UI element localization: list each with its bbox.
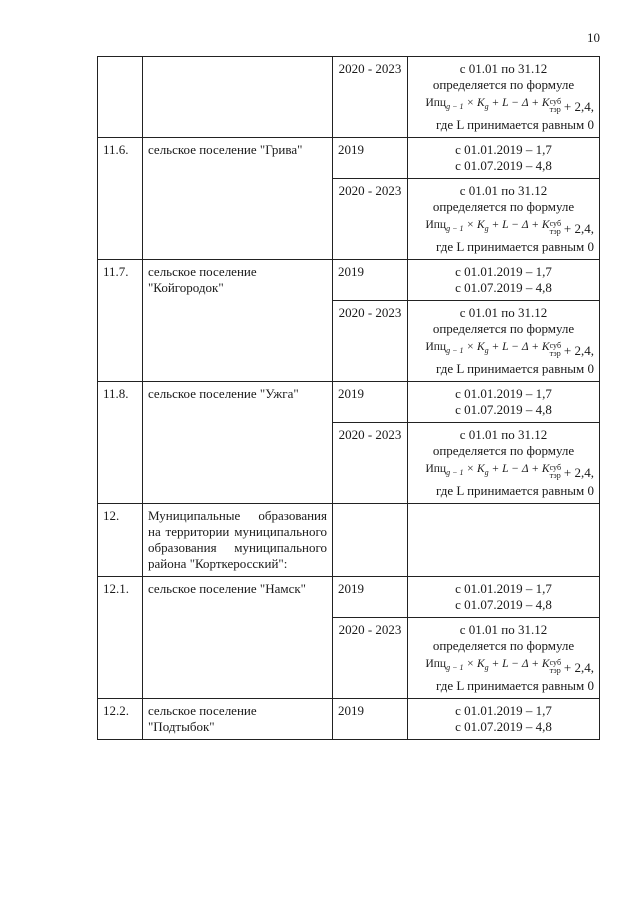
formula-base: Ипц — [425, 463, 447, 475]
municipality-name: сельское поселение "Намск" — [143, 577, 333, 699]
formula-tail: + 2,4, — [563, 221, 594, 236]
formula-rest: + L − Δ + K — [488, 219, 550, 231]
municipality-name — [143, 57, 333, 138]
formula-base: Ипц — [425, 97, 447, 109]
formula-tail: + 2,4, — [563, 660, 594, 675]
formula-tail: + 2,4, — [563, 343, 594, 358]
period-cell: 2020 - 2023 — [333, 301, 408, 382]
table-row — [98, 382, 600, 423]
value-line: определяется по формуле — [432, 443, 575, 458]
period-cell — [333, 504, 408, 577]
formula-base-sub: g − 1 — [446, 102, 464, 111]
formula-middle: × K — [463, 97, 485, 109]
formula-base-sub: g − 1 — [446, 468, 464, 477]
row-number: 11.7. — [98, 260, 143, 382]
tariff-table — [97, 56, 600, 740]
municipality-group-name: Муниципальные образования на территории муниципального образования муниципального района "Корткеросский": — [143, 504, 333, 577]
formula-k-sup: суб — [549, 463, 562, 472]
municipality-name: сельское поселение "Ужга" — [143, 382, 333, 504]
value-cell — [408, 179, 600, 260]
table-row — [98, 57, 600, 138]
formula-k-sub2: тэр — [549, 471, 561, 480]
value-line: определяется по формуле — [432, 321, 575, 336]
municipality-name-line: сельское поселение — [148, 264, 257, 279]
value-line: определяется по формуле — [432, 638, 575, 653]
index-formula — [413, 654, 594, 678]
formula-base-sub: g − 1 — [446, 663, 464, 672]
row-number: 12. — [98, 504, 143, 577]
formula-k-sub: g — [484, 224, 489, 233]
value-cell — [408, 301, 600, 382]
formula-k-sup: суб — [549, 658, 562, 667]
row-number: 11.8. — [98, 382, 143, 504]
value-cell — [408, 382, 600, 423]
value-line: с 01.01.2019 – 1,7 — [455, 264, 552, 279]
formula-k-sub2: тэр — [549, 666, 561, 675]
formula-k-scripts — [550, 659, 561, 675]
value-cell — [408, 699, 600, 740]
formula-k-scripts — [550, 342, 561, 358]
value-line: с 01.01.2019 – 1,7 — [455, 703, 552, 718]
value-line: где L принимается равным 0 — [436, 483, 594, 498]
value-cell — [408, 138, 600, 179]
index-formula — [413, 337, 594, 361]
formula-k-sup: суб — [549, 341, 562, 350]
municipality-name-line: сельское поселение — [148, 703, 257, 718]
value-line: где L принимается равным 0 — [436, 361, 594, 376]
value-line: с 01.01.2019 – 1,7 — [455, 581, 552, 596]
municipality-name-line: "Койгородок" — [148, 280, 224, 295]
municipality-name-line: "Подтыбок" — [148, 719, 215, 734]
value-cell — [408, 504, 600, 577]
value-line: с 01.07.2019 – 4,8 — [455, 719, 552, 734]
municipality-name — [143, 699, 333, 740]
formula-middle: × K — [463, 219, 485, 231]
formula-middle: × K — [463, 341, 485, 353]
table-row — [98, 260, 600, 301]
formula-k-sub: g — [484, 468, 489, 477]
period-cell: 2020 - 2023 — [333, 618, 408, 699]
period-cell: 2020 - 2023 — [333, 57, 408, 138]
value-line: с 01.01.2019 – 1,7 — [455, 386, 552, 401]
formula-base: Ипц — [425, 219, 447, 231]
value-line: с 01.01 по 31.12 — [459, 61, 548, 76]
value-line: где L принимается равным 0 — [436, 117, 594, 132]
value-line: определяется по формуле — [432, 199, 575, 214]
value-line: с 01.01 по 31.12 — [459, 183, 548, 198]
formula-rest: + L − Δ + K — [488, 97, 550, 109]
index-formula — [413, 215, 594, 239]
table-row — [98, 699, 600, 740]
formula-k-scripts — [550, 220, 561, 236]
formula-middle: × K — [463, 658, 485, 670]
formula-rest: + L − Δ + K — [488, 341, 550, 353]
value-line: с 01.07.2019 – 4,8 — [455, 158, 552, 173]
formula-k-scripts — [550, 464, 561, 480]
table-row — [98, 504, 600, 577]
formula-k-sub2: тэр — [549, 227, 561, 236]
period-cell: 2019 — [333, 382, 408, 423]
index-formula — [413, 459, 594, 483]
row-number: 12.2. — [98, 699, 143, 740]
formula-base: Ипц — [425, 658, 447, 670]
value-line: с 01.07.2019 – 4,8 — [455, 597, 552, 612]
municipality-name — [143, 260, 333, 382]
formula-k-scripts — [550, 98, 561, 114]
formula-k-sup: суб — [549, 219, 562, 228]
value-line: где L принимается равным 0 — [436, 239, 594, 254]
value-cell — [408, 57, 600, 138]
formula-base-sub: g − 1 — [446, 224, 464, 233]
value-cell — [408, 577, 600, 618]
period-cell: 2020 - 2023 — [333, 179, 408, 260]
value-line: с 01.01.2019 – 1,7 — [455, 142, 552, 157]
formula-base-sub: g − 1 — [446, 346, 464, 355]
period-cell: 2019 — [333, 260, 408, 301]
formula-k-sub: g — [484, 346, 489, 355]
value-cell — [408, 260, 600, 301]
row-number — [98, 57, 143, 138]
formula-k-sub: g — [484, 663, 489, 672]
row-number: 12.1. — [98, 577, 143, 699]
table-row — [98, 138, 600, 179]
formula-tail: + 2,4, — [563, 99, 594, 114]
value-line: определяется по формуле — [432, 77, 575, 92]
formula-k-sub2: тэр — [549, 105, 561, 114]
index-formula — [413, 93, 594, 117]
formula-tail: + 2,4, — [563, 465, 594, 480]
period-cell: 2020 - 2023 — [333, 423, 408, 504]
row-number: 11.6. — [98, 138, 143, 260]
table-row — [98, 577, 600, 618]
period-cell: 2019 — [333, 138, 408, 179]
period-cell: 2019 — [333, 577, 408, 618]
period-cell: 2019 — [333, 699, 408, 740]
formula-k-sub: g — [484, 102, 489, 111]
value-line: с 01.01 по 31.12 — [459, 427, 548, 442]
value-cell — [408, 423, 600, 504]
value-line: с 01.07.2019 – 4,8 — [455, 402, 552, 417]
formula-base: Ипц — [425, 341, 447, 353]
formula-rest: + L − Δ + K — [488, 463, 550, 475]
formula-middle: × K — [463, 463, 485, 475]
value-line: с 01.07.2019 – 4,8 — [455, 280, 552, 295]
value-line: с 01.01 по 31.12 — [459, 622, 548, 637]
formula-k-sup: суб — [549, 97, 562, 106]
value-line: где L принимается равным 0 — [436, 678, 594, 693]
value-line: с 01.01 по 31.12 — [459, 305, 548, 320]
formula-rest: + L − Δ + K — [488, 658, 550, 670]
page-number: 10 — [587, 30, 600, 45]
value-cell — [408, 618, 600, 699]
municipality-name: сельское поселение "Грива" — [143, 138, 333, 260]
formula-k-sub2: тэр — [549, 349, 561, 358]
